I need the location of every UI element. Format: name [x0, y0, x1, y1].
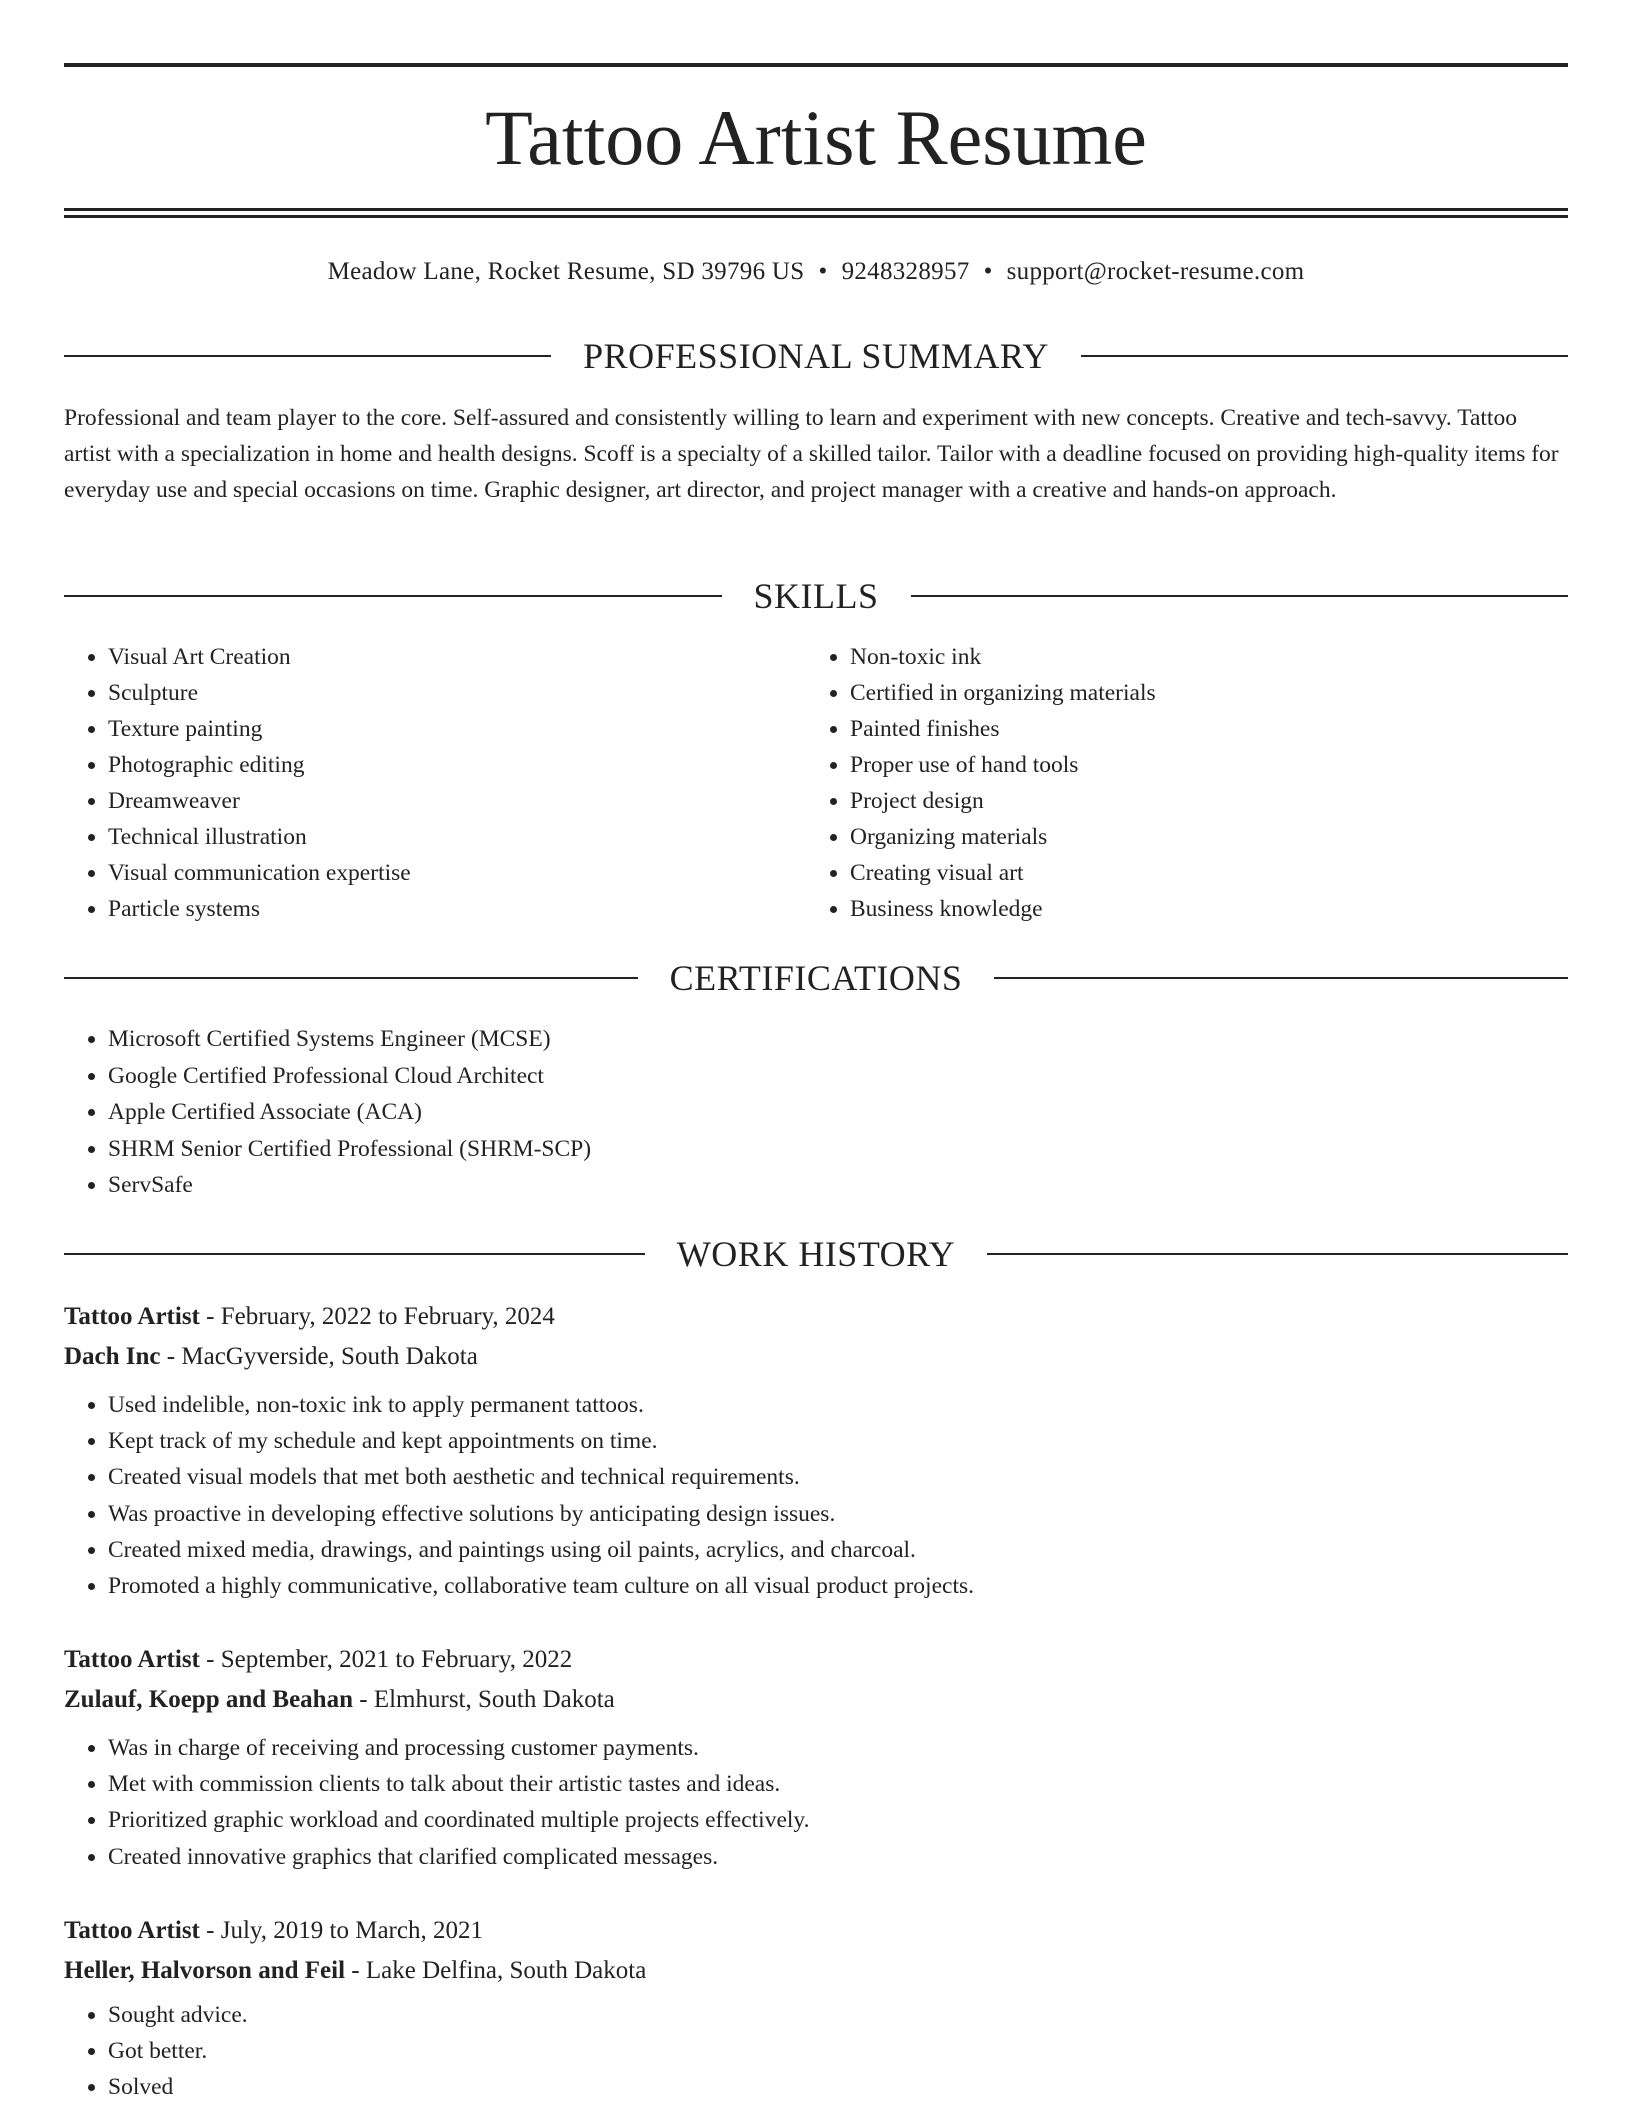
job-duty: • Solved	[108, 2069, 1568, 2105]
section-heading-certifications	[64, 956, 1568, 1000]
certifications-list	[64, 1021, 1568, 1204]
job-title-line	[64, 1297, 1568, 1337]
job-location: - Lake Delfina, South Dakota	[345, 1957, 647, 1984]
contact-separator: •	[983, 258, 993, 285]
contact-line	[64, 254, 1568, 290]
heading-rule-right	[987, 1253, 1568, 1255]
certification-item: • ServSafe	[108, 1167, 1568, 1204]
job-duties-list	[64, 1730, 1568, 1875]
skill-item: • Organizing materials	[850, 819, 1566, 855]
section-title-summary: PROFESSIONAL SUMMARY	[583, 336, 1049, 376]
job-duty: • Sought advice.	[108, 1997, 1568, 2033]
skill-item: • Non-toxic ink	[850, 639, 1566, 675]
contact-separator: •	[818, 258, 828, 285]
job-location: - MacGyverside, South Dakota	[160, 1343, 478, 1370]
job-company: Zulauf, Koepp and Beahan	[64, 1686, 353, 1713]
skill-item: • Creating visual art	[850, 855, 1566, 891]
skill-item: • Sculpture	[108, 675, 804, 711]
job-company-line	[64, 1337, 1568, 1377]
job-dates: - September, 2021 to February, 2022	[199, 1646, 573, 1673]
job-duty: • Created visual models that met both aesthetic and technical requirements.	[108, 1459, 1568, 1495]
certification-item: • Google Certified Professional Cloud Architect	[108, 1058, 1568, 1095]
skill-item: • Dreamweaver	[108, 783, 804, 819]
section-heading-summary	[64, 334, 1568, 378]
summary-text: Professional and team player to the core. Self-assured and consistently willing to learn and experiment with new concepts. Creative and tech-savvy. Tattoo artist with a specialization in home and health designs. Scoff is a specialty of a skilled tailor. Tailor with a deadline focused on providing high-quality items for everyday use and special occasions on time. Graphic designer, art director, and project manager with a creative and hands-on approach.	[64, 405, 1559, 503]
job-duty: • Met with commission clients to talk about their artistic tastes and ideas.	[108, 1766, 1568, 1802]
skills-list-left	[64, 639, 804, 927]
certification-item: • Microsoft Certified Systems Engineer (MCSE)	[108, 1021, 1568, 1058]
job-title-line	[64, 1640, 1568, 1680]
job-company: Heller, Halvorson and Feil	[64, 1957, 346, 1984]
skill-item: • Particle systems	[108, 891, 804, 927]
job-duty: • Got better.	[108, 2033, 1568, 2069]
title-rule-upper	[64, 208, 1568, 211]
contact-email: support@rocket-resume.com	[1006, 258, 1305, 285]
skill-item: • Certified in organizing materials	[850, 675, 1566, 711]
job-duty: • Used indelible, non-toxic ink to apply permanent tattoos.	[108, 1387, 1568, 1423]
skill-item: • Technical illustration	[108, 819, 804, 855]
job-duty: • Was proactive in developing effective solutions by anticipating design issues.	[108, 1496, 1568, 1532]
heading-rule-left	[64, 355, 551, 357]
job-duty: • Created innovative graphics that clarified complicated messages.	[108, 1839, 1568, 1875]
skill-item: • Proper use of hand tools	[850, 747, 1566, 783]
job-dates: - July, 2019 to March, 2021	[199, 1917, 483, 1944]
certification-item: • SHRM Senior Certified Professional (SHRM-SCP)	[108, 1131, 1568, 1168]
heading-rule-right	[911, 595, 1569, 597]
section-title-skills: SKILLS	[753, 576, 879, 616]
job-title: Tattoo Artist	[64, 1646, 200, 1673]
section-title-certifications: CERTIFICATIONS	[669, 958, 963, 998]
heading-rule-left	[64, 595, 722, 597]
skill-item: • Painted finishes	[850, 711, 1566, 747]
job-duty: • Was in charge of receiving and processing customer payments.	[108, 1730, 1568, 1766]
section-heading-skills	[64, 574, 1568, 618]
section-title-work-history: WORK HISTORY	[676, 1234, 956, 1274]
job-company: Dach Inc	[64, 1343, 161, 1370]
section-heading-work-history	[64, 1232, 1568, 1276]
job-title: Tattoo Artist	[64, 1303, 200, 1330]
job-company-line	[64, 1680, 1568, 1720]
heading-rule-right	[1081, 355, 1568, 357]
job-duty: • Created mixed media, drawings, and paintings using oil paints, acrylics, and charcoal.	[108, 1532, 1568, 1568]
contact-phone: 9248328957	[841, 258, 970, 285]
skills-column-left	[64, 639, 804, 927]
job-entry	[64, 1911, 1568, 2106]
heading-rule-left	[64, 977, 638, 979]
job-location: - Elmhurst, South Dakota	[353, 1686, 615, 1713]
job-duty: • Promoted a highly communicative, collaborative team culture on all visual product projects.	[108, 1568, 1568, 1604]
contact-address: Meadow Lane, Rocket Resume, SD 39796 US	[327, 258, 805, 285]
skills-column-right	[806, 639, 1566, 927]
job-company-line	[64, 1951, 1568, 1991]
skill-item: • Project design	[850, 783, 1566, 819]
job-title-line	[64, 1911, 1568, 1951]
heading-rule-left	[64, 1253, 645, 1255]
heading-rule-right	[994, 977, 1568, 979]
job-title: Tattoo Artist	[64, 1917, 200, 1944]
skill-item: • Photographic editing	[108, 747, 804, 783]
job-dates: - February, 2022 to February, 2024	[199, 1303, 555, 1330]
job-entry	[64, 1640, 1568, 1875]
job-duties-list	[64, 1997, 1568, 2106]
skill-item: • Business knowledge	[850, 891, 1566, 927]
skill-item: • Visual communication expertise	[108, 855, 804, 891]
certification-item: • Apple Certified Associate (ACA)	[108, 1094, 1568, 1131]
job-entry	[64, 1297, 1568, 1604]
skills-list-right	[806, 639, 1566, 927]
title-rule-lower	[64, 215, 1568, 218]
top-rule	[64, 63, 1568, 67]
skill-item: • Texture painting	[108, 711, 804, 747]
job-duty: • Prioritized graphic workload and coordinated multiple projects effectively.	[108, 1802, 1568, 1838]
page-title: Tattoo Artist Resume	[485, 94, 1147, 181]
certifications-block	[64, 1021, 1568, 1204]
skill-item: • Visual Art Creation	[108, 639, 804, 675]
job-duties-list	[64, 1387, 1568, 1604]
job-duty: • Kept track of my schedule and kept appointments on time.	[108, 1423, 1568, 1459]
